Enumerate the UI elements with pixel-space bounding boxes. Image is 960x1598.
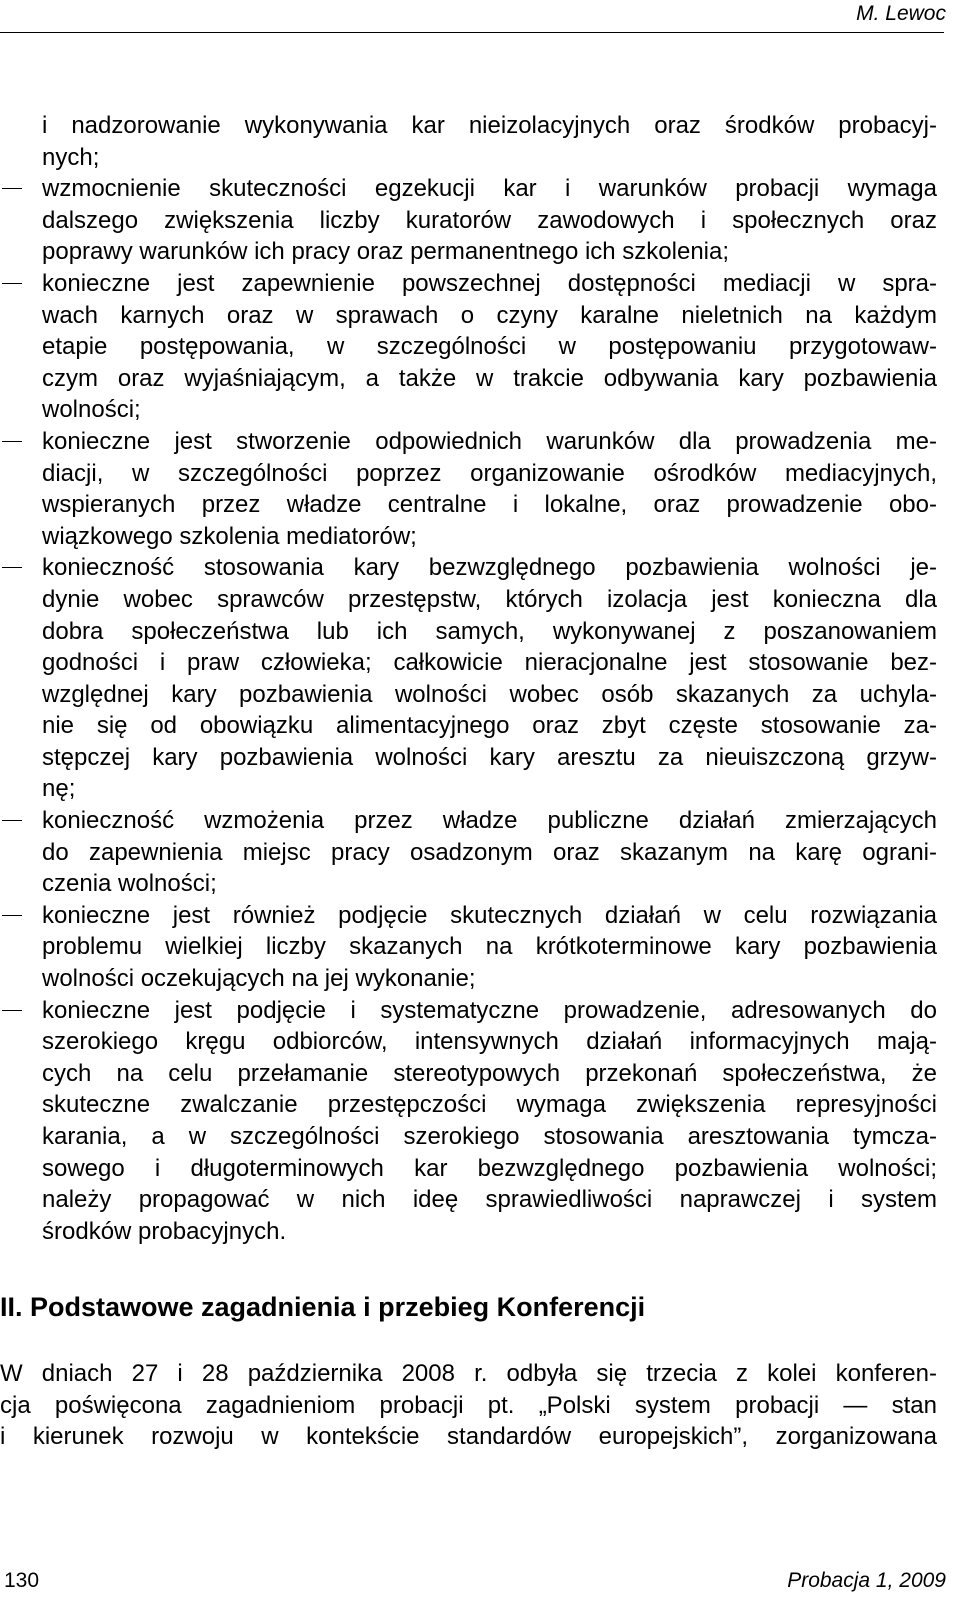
- line-text: konieczne jest podjęcie i systematyczne prowadzenie, adresowanych do: [42, 996, 937, 1024]
- line-text: etapie postępowania, w szczególności w postępowaniu przygotowaw-: [42, 333, 937, 361]
- list-item: [0, 900, 944, 995]
- line-text: wolności;: [42, 396, 141, 424]
- text-line: [0, 1121, 944, 1153]
- text-line: [0, 805, 944, 837]
- text-line: [0, 300, 944, 332]
- list-item: [0, 268, 944, 426]
- list-item: [0, 173, 944, 268]
- text-line: [0, 173, 944, 205]
- bullet-list: [0, 110, 944, 1247]
- text-line: [0, 995, 944, 1027]
- line-text: wolności oczekujących na jej wykonanie;: [42, 965, 476, 993]
- text-line: [0, 552, 944, 584]
- line-text: czym oraz wyjaśniającym, a także w trakcie odbywania kary pozbawienia: [42, 364, 937, 392]
- line-text: sowego i długoterminowych kar bezwzględnego pozbawienia wolności;: [42, 1154, 937, 1182]
- dash-bullet: [2, 441, 22, 442]
- journal-footer: Probacja 1, 2009: [787, 1569, 946, 1592]
- text-line: [0, 742, 944, 774]
- line-text: konieczne jest również podjęcie skutecznych działań w celu rozwiązania: [42, 901, 937, 929]
- text-line: [0, 1421, 944, 1453]
- line-text: diacji, w szczególności poprzez organizowanie ośrodków mediacyjnych,: [42, 459, 937, 487]
- text-line: [0, 521, 944, 553]
- text-line: [0, 1153, 944, 1185]
- list-item: [0, 426, 944, 552]
- line-text: dalszego zwiększenia liczby kuratorów zawodowych i społecznych oraz: [42, 206, 937, 234]
- dash-bullet: [2, 915, 22, 916]
- line-text: wspieranych przez władze centralne i lokalne, oraz prowadzenie obo-: [42, 491, 937, 519]
- text-line: [0, 236, 944, 268]
- dash-bullet: [2, 283, 22, 284]
- line-text: wach karnych oraz w sprawach o czyny karalne nieletnich na każdym: [42, 301, 937, 329]
- running-header: M. Lewoc: [856, 2, 946, 25]
- text-line: [0, 1089, 944, 1121]
- line-text: konieczne jest stworzenie odpowiednich warunków dla prowadzenia me-: [42, 427, 937, 455]
- text-line: [0, 584, 944, 616]
- line-text: karania, a w szczególności szerokiego stosowania aresztowania tymcza-: [42, 1123, 937, 1150]
- line-text: cych na celu przełamanie stereotypowych przekonań społeczeństwa, że: [42, 1059, 937, 1087]
- list-item: [0, 110, 944, 173]
- line-text: wiązkowego szkolenia mediatorów;: [42, 522, 417, 550]
- section-heading: II. Podstawowe zagadnienia i przebieg Konferencji: [0, 1292, 646, 1322]
- text-line: [0, 426, 944, 458]
- line-text: i kierunek rozwoju w kontekście standardów europejskich”, zorganizowana: [0, 1423, 937, 1451]
- line-text: nę;: [42, 775, 76, 803]
- line-text: nych;: [42, 143, 100, 171]
- line-text: cja poświęcona zagadnieniom probacji pt. „Polski system probacji — stan: [0, 1391, 937, 1419]
- text-line: [0, 268, 944, 300]
- line-text: poprawy warunków ich pracy oraz permanentnego ich szkolenia;: [42, 238, 730, 266]
- dash-bullet: [2, 188, 22, 189]
- line-text: czenia wolności;: [42, 870, 217, 898]
- line-text: wzmocnienie skuteczności egzekucji kar i warunków probacji wymaga: [42, 175, 937, 203]
- line-text: konieczne jest zapewnienie powszechnej dostępności mediacji w spra-: [42, 269, 937, 297]
- line-text: konieczność wzmożenia przez władze publiczne działań zmierzających: [42, 807, 937, 835]
- text-line: [0, 931, 944, 963]
- text-line: [0, 394, 944, 426]
- text-line: [0, 489, 944, 521]
- text-line: [0, 1358, 944, 1390]
- text-line: [0, 331, 944, 363]
- line-text: dobra społeczeństwa lub ich samych, wykonywanej z poszanowaniem: [42, 617, 937, 645]
- text-line: [0, 1184, 944, 1216]
- line-text: dynie wobec sprawców przestępstw, których izolacja jest konieczna dla: [42, 585, 937, 613]
- line-text: środków probacyjnych.: [42, 1217, 287, 1245]
- list-item: [0, 995, 944, 1248]
- text-line: [0, 647, 944, 679]
- line-text: skuteczne zwalczanie przestępczości wymaga zwiększenia represyjności: [42, 1091, 937, 1119]
- text-line: [0, 963, 944, 995]
- line-text: i nadzorowanie wykonywania kar nieizolacyjnych oraz środków probacyj-: [42, 112, 937, 139]
- page-number: 130: [4, 1569, 40, 1592]
- line-text: problemu wielkiej liczby skazanych na krótkoterminowe kary pozbawienia: [42, 933, 937, 961]
- text-line: [0, 773, 944, 805]
- text-line: [0, 110, 944, 142]
- text-line: [0, 837, 944, 869]
- line-text: W dniach 27 i 28 października 2008 r. odbyła się trzecia z kolei konferen-: [0, 1360, 937, 1387]
- text-line: [0, 868, 944, 900]
- section-paragraph: [0, 1358, 944, 1453]
- text-line: [0, 900, 944, 932]
- list-item: [0, 805, 944, 900]
- dash-bullet: [2, 567, 22, 568]
- header-rule: [0, 32, 944, 33]
- line-text: względnej kary pozbawienia wolności wobec osób skazanych za uchyla-: [42, 680, 937, 708]
- text-line: [0, 679, 944, 711]
- line-text: szerokiego kręgu odbiorców, intensywnych działań informacyjnych mają-: [42, 1028, 937, 1056]
- text-line: [0, 205, 944, 237]
- text-line: [0, 710, 944, 742]
- line-text: należy propagować w nich ideę sprawiedliwości naprawczej i system: [42, 1186, 937, 1214]
- text-line: [0, 142, 944, 174]
- dash-bullet: [2, 1010, 22, 1011]
- line-text: godności i praw człowieka; całkowicie nieracjonalne jest stosowanie bez-: [42, 649, 937, 677]
- text-line: [0, 458, 944, 490]
- text-line: [0, 1390, 944, 1422]
- text-line: [0, 1216, 944, 1248]
- dash-bullet: [2, 820, 22, 821]
- text-line: [0, 616, 944, 648]
- text-line: [0, 1026, 944, 1058]
- line-text: nie się od obowiązku alimentacyjnego oraz zbyt częste stosowanie za-: [42, 712, 937, 740]
- text-line: [0, 363, 944, 395]
- text-line: [0, 1058, 944, 1090]
- line-text: do zapewnienia miejsc pracy osadzonym oraz skazanym na karę ograni-: [42, 838, 937, 866]
- line-text: stępczej kary pozbawienia wolności kary aresztu za nieuiszczoną grzyw-: [42, 743, 937, 771]
- list-item: [0, 552, 944, 805]
- line-text: konieczność stosowania kary bezwzględnego pozbawienia wolności je-: [42, 554, 937, 582]
